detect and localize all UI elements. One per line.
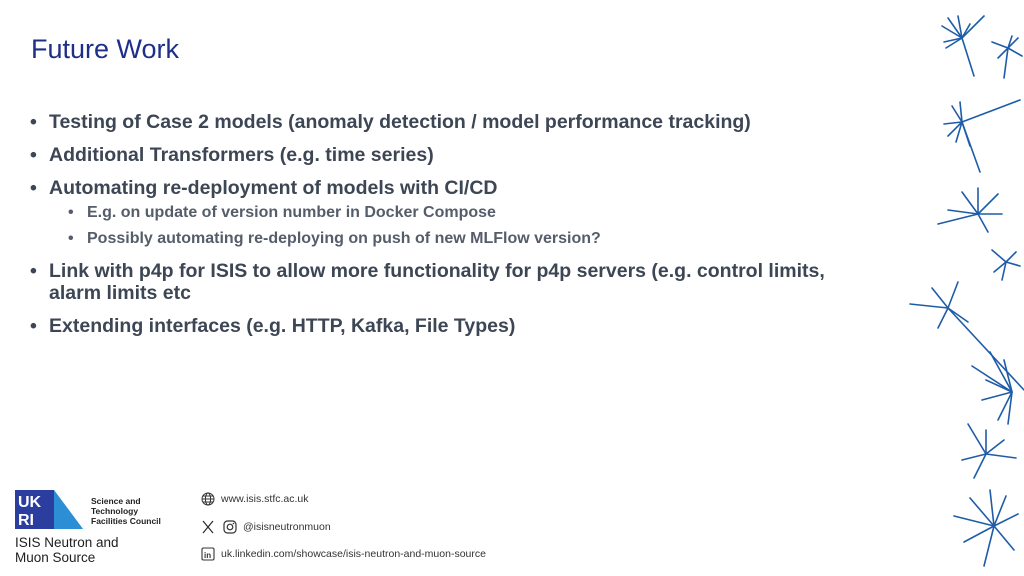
isis-line: Muon Source xyxy=(15,550,96,565)
x-icon xyxy=(201,520,215,534)
contact-linkedin[interactable] xyxy=(201,547,486,561)
slide-title: Future Work xyxy=(31,34,180,64)
isis-name xyxy=(15,535,145,565)
isis-line: ISIS Neutron and xyxy=(15,535,119,550)
svg-text:RI: RI xyxy=(18,512,34,529)
svg-text:UK: UK xyxy=(18,494,42,511)
bullet-text: Automating re-deployment of models with CI/CD xyxy=(49,177,498,199)
bullet-item xyxy=(30,260,860,304)
linkedin-link[interactable]: uk.linkedin.com/showcase/isis-neutron-and-muon-source xyxy=(221,548,486,560)
bullet-text: Extending interfaces (e.g. HTTP, Kafka, File Types) xyxy=(49,315,516,337)
neutron-burst-decoration xyxy=(904,0,1024,576)
bullet-item xyxy=(30,144,860,166)
bullet-list xyxy=(30,111,860,348)
sub-bullet-item: • Possibly automating re-deploying on push of new MLFlow version? xyxy=(68,229,860,249)
council-line: Technology xyxy=(91,506,139,516)
council-line: Science and xyxy=(91,496,141,506)
bullet-item xyxy=(30,111,860,133)
social-handle[interactable]: @isisneutronmuon xyxy=(243,521,331,533)
contact-website[interactable] xyxy=(201,492,309,506)
instagram-icon xyxy=(223,520,237,534)
bullet-text: Additional Transformers (e.g. time series) xyxy=(49,144,434,166)
ukri-logo xyxy=(15,490,83,529)
bullet-item xyxy=(30,315,860,337)
contact-social[interactable] xyxy=(201,520,331,534)
website-link[interactable]: www.isis.stfc.ac.uk xyxy=(221,493,309,505)
globe-icon xyxy=(201,492,215,506)
bullet-item xyxy=(30,177,860,249)
sub-bullet-list xyxy=(49,203,860,249)
linkedin-icon xyxy=(201,547,215,561)
council-name xyxy=(91,496,181,526)
sub-bullet-item: • E.g. on update of version number in Docker Compose xyxy=(68,203,860,223)
bullet-text: Link with p4p for ISIS to allow more functionality for p4p servers (e.g. control limits, alarm limits etc xyxy=(49,260,825,304)
svg-text:in: in xyxy=(204,551,212,560)
bullet-text: Testing of Case 2 models (anomaly detection / model performance tracking) xyxy=(49,111,751,133)
council-line: Facilities Council xyxy=(91,516,161,526)
